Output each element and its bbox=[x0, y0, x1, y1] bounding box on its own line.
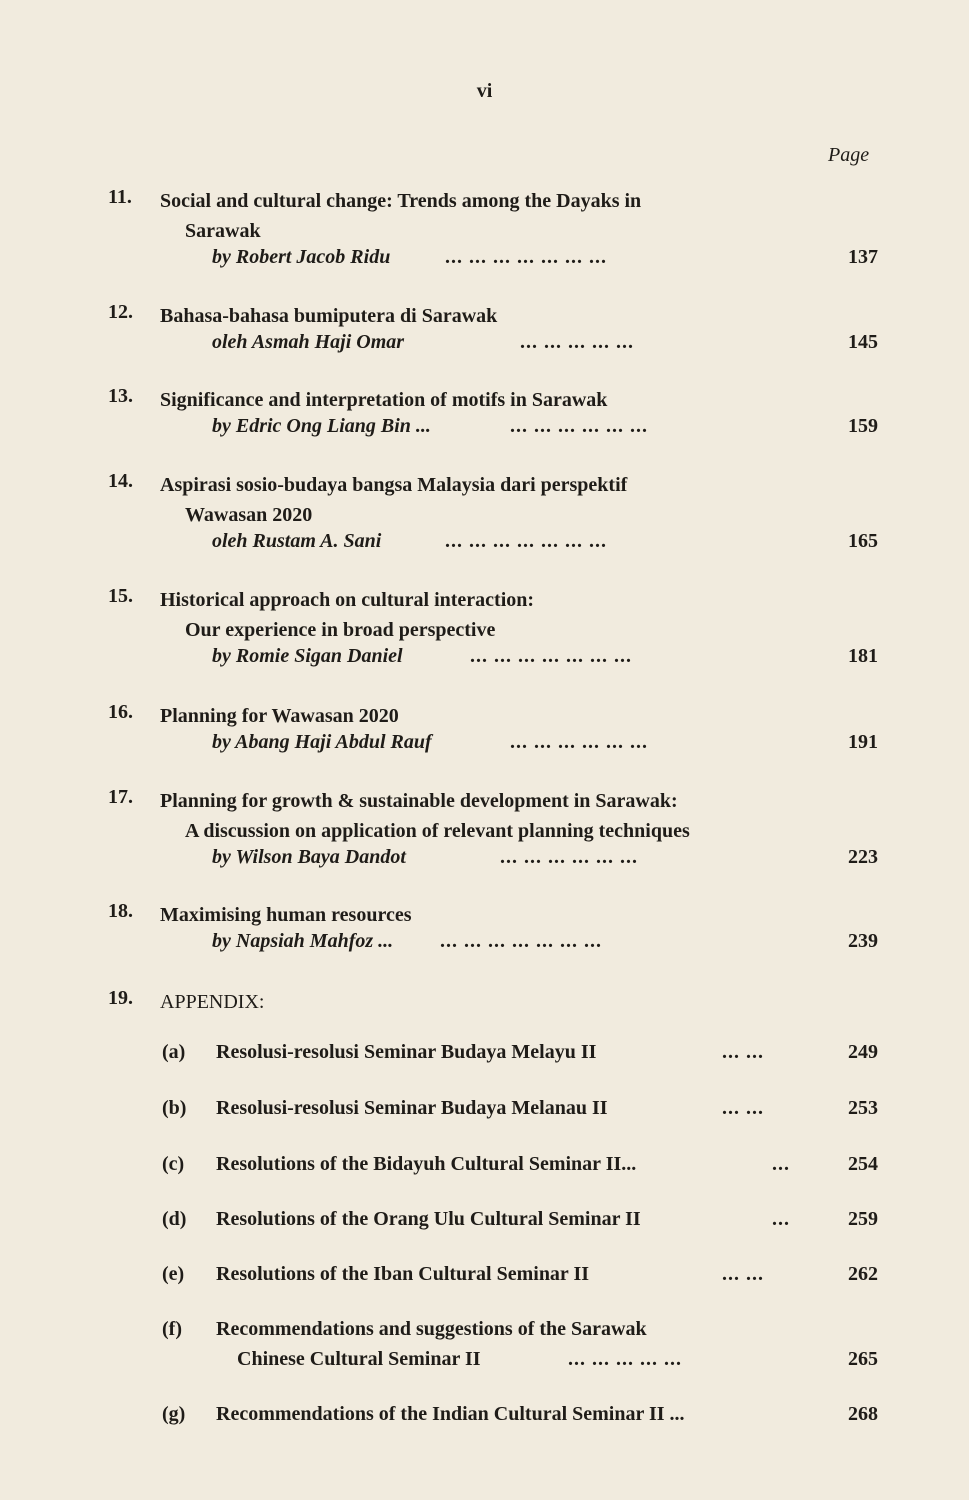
entry-number: 11. bbox=[108, 186, 132, 208]
appendix-letter: (b) bbox=[162, 1097, 187, 1119]
appendix-title: Resolusi-resolusi Seminar Budaya Melanau II bbox=[216, 1097, 608, 1119]
appendix-heading: APPENDIX: bbox=[160, 991, 265, 1013]
entry-title-line1: Planning for Wawasan 2020 bbox=[160, 705, 399, 727]
entry-page: 223 bbox=[848, 846, 878, 868]
entry-page: 191 bbox=[848, 731, 878, 753]
entry-title-line1: Bahasa-bahasa bumiputera di Sarawak bbox=[160, 305, 498, 327]
entry-title-line1: Social and cultural change: Trends among the Dayaks in bbox=[160, 190, 642, 212]
entry-page: 239 bbox=[848, 930, 878, 952]
appendix-letter: (f) bbox=[162, 1318, 182, 1340]
dot-leader: ... ... bbox=[722, 1263, 764, 1285]
dot-leader: ... ... ... ... ... ... ... bbox=[470, 645, 632, 667]
entry-title bbox=[160, 786, 880, 846]
entry-page: 165 bbox=[848, 530, 878, 552]
appendix-letter: (a) bbox=[162, 1041, 186, 1063]
dot-leader: ... bbox=[772, 1153, 790, 1175]
entry-author: oleh Asmah Haji Omar bbox=[212, 331, 405, 353]
page-number: vi bbox=[476, 80, 493, 102]
dot-leader: ... ... ... ... ... ... bbox=[500, 846, 638, 868]
appendix-title: Resolutions of the Orang Ulu Cultural Seminar II bbox=[216, 1208, 641, 1230]
appendix-title: Resolutions of the Iban Cultural Seminar II bbox=[216, 1263, 590, 1285]
dot-leader: ... bbox=[772, 1208, 790, 1230]
appendix-title: Recommendations and suggestions of the Sarawak bbox=[216, 1318, 647, 1340]
entry-title bbox=[160, 987, 840, 1017]
entry-title bbox=[160, 701, 840, 731]
dot-leader: ... ... ... ... ... ... ... bbox=[445, 530, 607, 552]
appendix-page: 254 bbox=[848, 1153, 878, 1175]
entry-title-line1: Planning for growth & sustainable development in Sarawak: bbox=[160, 790, 678, 812]
entry-author: by Robert Jacob Ridu bbox=[212, 246, 391, 268]
entry-page: 181 bbox=[848, 645, 878, 667]
appendix-title: Resolutions of the Bidayuh Cultural Seminar II... bbox=[216, 1153, 637, 1175]
entry-number: 14. bbox=[108, 470, 133, 492]
appendix-page: 259 bbox=[848, 1208, 878, 1230]
appendix-page: 253 bbox=[848, 1097, 878, 1119]
appendix-letter: (g) bbox=[162, 1403, 186, 1425]
entry-title-line1: Historical approach on cultural interaction: bbox=[160, 589, 535, 611]
dot-leader: ... ... ... ... ... ... ... bbox=[445, 246, 607, 268]
dot-leader: ... ... ... ... ... bbox=[568, 1348, 682, 1370]
page-column-label: Page bbox=[828, 144, 870, 166]
entry-title bbox=[160, 186, 840, 246]
dot-leader: ... ... ... ... ... ... ... bbox=[440, 930, 602, 952]
entry-number: 18. bbox=[108, 900, 133, 922]
appendix-page: 262 bbox=[848, 1263, 878, 1285]
entry-title bbox=[160, 470, 840, 530]
entry-title-line1: Maximising human resources bbox=[160, 904, 412, 926]
entry-title bbox=[160, 301, 840, 331]
entry-title-line2: Sarawak bbox=[185, 220, 261, 242]
entry-title-line1: Aspirasi sosio-budaya bangsa Malaysia dari perspektif bbox=[160, 474, 628, 496]
entry-title-line2: Wawasan 2020 bbox=[185, 504, 313, 526]
appendix-page: 268 bbox=[848, 1403, 878, 1425]
dot-leader: ... ... ... ... ... ... bbox=[510, 731, 648, 753]
entry-title bbox=[160, 585, 840, 645]
entry-page: 159 bbox=[848, 415, 878, 437]
appendix-page: 265 bbox=[848, 1348, 878, 1370]
entry-number: 19. bbox=[108, 987, 133, 1009]
entry-number: 15. bbox=[108, 585, 133, 607]
dot-leader: ... ... bbox=[722, 1097, 764, 1119]
entry-title-line1: Significance and interpretation of motifs in Sarawak bbox=[160, 389, 608, 411]
appendix-title-line2: Chinese Cultural Seminar II bbox=[237, 1348, 481, 1370]
dot-leader: ... ... bbox=[722, 1041, 764, 1063]
entry-title-line2: A discussion on application of relevant planning techniques bbox=[185, 820, 690, 842]
entry-number: 12. bbox=[108, 301, 133, 323]
dot-leader: ... ... ... ... ... bbox=[520, 331, 634, 353]
entry-title bbox=[160, 385, 840, 415]
appendix-letter: (e) bbox=[162, 1263, 185, 1285]
entry-author: by Wilson Baya Dandot bbox=[212, 846, 406, 868]
dot-leader: ... ... ... ... ... ... bbox=[510, 415, 648, 437]
appendix-title: Resolusi-resolusi Seminar Budaya Melayu II bbox=[216, 1041, 597, 1063]
appendix-letter: (d) bbox=[162, 1208, 187, 1230]
entry-title bbox=[160, 900, 840, 930]
appendix-page: 249 bbox=[848, 1041, 878, 1063]
entry-author: by Edric Ong Liang Bin ... bbox=[212, 415, 431, 437]
entry-page: 137 bbox=[848, 246, 878, 268]
appendix-letter: (c) bbox=[162, 1153, 185, 1175]
entry-number: 13. bbox=[108, 385, 133, 407]
entry-author: by Abang Haji Abdul Rauf bbox=[212, 731, 432, 753]
appendix-title: Recommendations of the Indian Cultural Seminar II ... bbox=[216, 1403, 685, 1425]
entry-author: oleh Rustam A. Sani bbox=[212, 530, 382, 552]
entry-title-line2: Our experience in broad perspective bbox=[185, 619, 496, 641]
entry-author: by Napsiah Mahfoz ... bbox=[212, 930, 394, 952]
entry-number: 17. bbox=[108, 786, 133, 808]
entry-page: 145 bbox=[848, 331, 878, 353]
entry-author: by Romie Sigan Daniel bbox=[212, 645, 403, 667]
entry-number: 16. bbox=[108, 701, 133, 723]
